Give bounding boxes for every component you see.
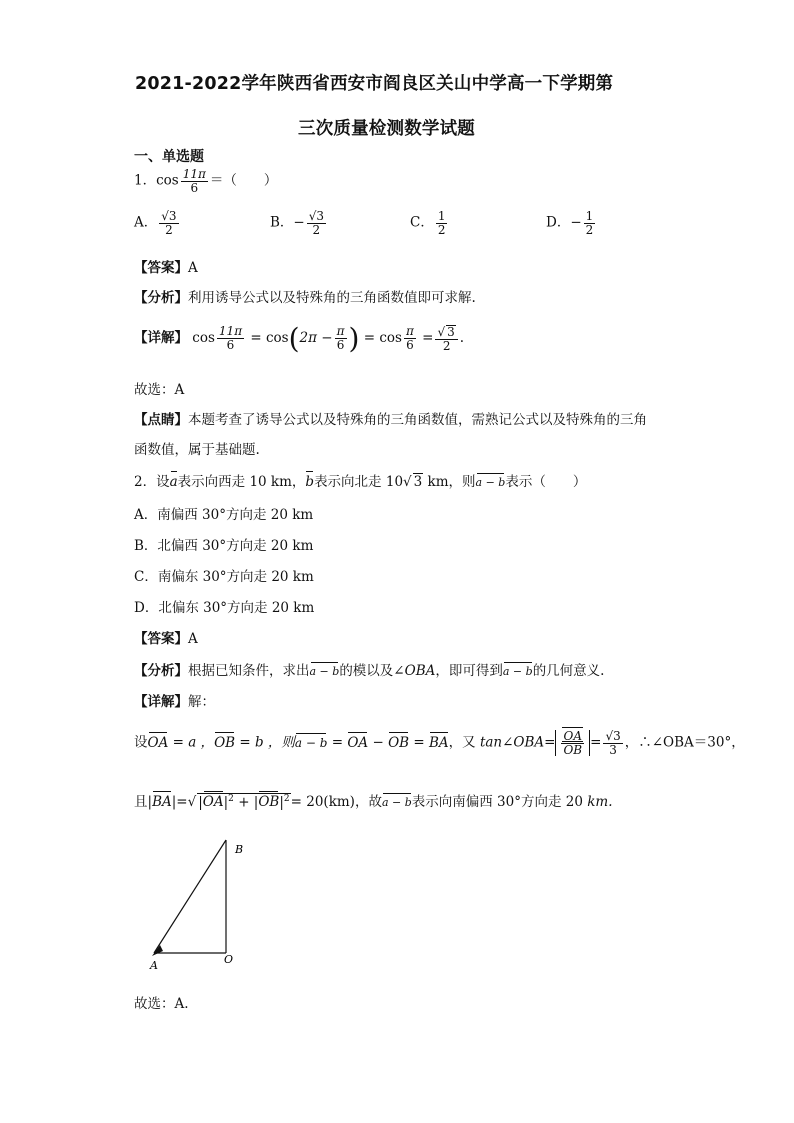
q1-detail-frac2 (335, 325, 347, 351)
q2-l1-tan-pre: ，又 (448, 734, 480, 751)
q2-l1-abs-frac (555, 730, 590, 756)
q1-detail-frac4-radicand: 3 (447, 324, 455, 339)
q2-l2-mid: ，故 (354, 794, 382, 810)
q1-answer-value: A (188, 260, 198, 276)
label-o: O (224, 953, 234, 966)
q2-stem-pre: 2．设 (134, 474, 170, 490)
q1-option-a-frac (159, 210, 178, 236)
q2-answer (134, 627, 198, 647)
q1-option-a-num: √3 (161, 209, 177, 223)
q2-analysis-pre: 根据已知条件，求出 (188, 663, 310, 679)
q2-l2-amb: a − b (381, 796, 412, 809)
q2-choose: 故选：A. (134, 996, 189, 1012)
q2-stem-mid2: 表示向北走 10 (314, 474, 404, 490)
q2-l1-amb: a − b (294, 735, 328, 750)
q2-detail-head (134, 690, 215, 710)
q2-a-minus-b: a − b (475, 476, 506, 489)
q1-detail-frac1 (217, 325, 244, 351)
q1-option-d-den: 2 (585, 222, 594, 237)
q2-l2-res: = 20(km) (290, 794, 355, 810)
q1-option-c-frac (436, 210, 448, 236)
q2-l2-pre: 且 (134, 794, 148, 810)
q1-option-d (546, 210, 597, 236)
q1-detail-cos1: cos (192, 330, 215, 346)
q2-l1-eq-b: = b ，则 (235, 734, 295, 751)
q2-stem (134, 470, 586, 490)
q1-detail-eq1: = cos (250, 330, 289, 346)
q2-option-a: A．南偏西 30°方向走 20 km (134, 507, 314, 523)
q1-detail-eq3: = (422, 330, 434, 346)
q1-comment-line2: 函数值，属于基础题. (134, 442, 260, 458)
q1-option-a-label: A． (134, 214, 158, 231)
q2-l2-oa: OA (202, 794, 224, 810)
q2-l1-ob2: OB (388, 734, 410, 751)
q2-stem-end: 表示（ ） (505, 474, 587, 490)
q1-option-b-label: B． (270, 214, 294, 231)
q1-detail-tag: 【详解】 (134, 330, 188, 346)
q2-l2-radicand: $|OA|^2 + |OB|^2$ (198, 793, 290, 810)
q2-answer-value: A (188, 631, 198, 647)
q1-option-d-frac (584, 210, 596, 236)
q2-vec-b: b (305, 474, 315, 490)
q2-l1-frac1-num: OA (561, 730, 584, 744)
q2-l1-eq4: = (590, 734, 602, 751)
q1-detail-frac2-den: 6 (336, 338, 345, 352)
q2-l1-eq2: = (409, 734, 429, 751)
q1-choose: 故选：A (134, 382, 185, 398)
q2-l1-oa2: OA (347, 734, 369, 751)
doc-title-line1: 2021-2022学年陕西省西安市阎良区关山中学高一下学期第 (135, 74, 614, 94)
q1-option-c-den: 2 (437, 222, 446, 237)
q2-l1-ob: OB (214, 734, 236, 751)
q1-detail-frac4-num: √ 3 (435, 325, 457, 340)
q1-stem (134, 168, 277, 194)
q1-option-b-frac (307, 210, 326, 236)
q2-detail-head-text: 解： (188, 694, 215, 710)
q2-l2-unit: km. (587, 794, 613, 810)
q1-option-d-sign: − (570, 214, 582, 231)
q1-detail-twopi: 2π − (299, 330, 333, 346)
q1-analysis-text: 利用诱导公式以及特殊角的三角函数值即可求解. (188, 290, 476, 306)
q2-l2-sqrt: √ $|OA|^2 + |OB|^2$ (187, 793, 290, 810)
q2-sqrt: √ 3 (403, 474, 423, 490)
section-heading: 一、单选题 (134, 149, 204, 165)
q1-option-d-label: D． (546, 214, 571, 231)
q2-l1-eq: = (327, 734, 348, 751)
q2-l1-frac1-den: OB (563, 742, 583, 757)
doc-title-line2: 三次质量检测数学试题 (298, 119, 475, 139)
q2-l1-tan: tan∠OBA (479, 734, 545, 751)
q2-analysis (134, 659, 604, 679)
q2-l1-eq-a: = a ， (168, 734, 215, 751)
q2-sqrt-radicand: 3 (413, 474, 423, 490)
q1-option-d-num: 1 (585, 209, 594, 223)
q2-l1-frac2-den: 3 (609, 742, 617, 757)
q1-tail: ＝（ ） (209, 172, 278, 189)
q1-detail (134, 322, 464, 355)
q2-option-c: C．南偏东 30°方向走 20 km (134, 569, 314, 585)
label-b: B (235, 843, 244, 856)
q1-fraction (181, 168, 208, 194)
q2-detail-tag: 【详解】 (134, 694, 188, 710)
q2-answer-tag: 【答案】 (134, 631, 188, 647)
q1-frac-num: 11π (182, 167, 206, 181)
q1-detail-rparen: ) (348, 322, 360, 355)
q1-detail-frac3-den: 6 (406, 338, 414, 352)
q1-answer (134, 256, 198, 276)
segment-ba (154, 840, 226, 953)
q2-l2-end: 表示向南偏西 30°方向走 20 (411, 794, 588, 810)
triangle-figure (140, 835, 260, 980)
q2-option-b: B．北偏西 30°方向走 20 km (134, 538, 314, 554)
q1-detail-frac1-den: 6 (226, 338, 235, 352)
q1-option-c (410, 210, 449, 236)
q2-l1-oa: OA (147, 734, 169, 751)
q1-option-c-num: 1 (437, 209, 446, 223)
q1-detail-frac3-num: π (405, 324, 414, 339)
q1-comment-text1: 本题考查了诱导公式以及特殊角的三角函数值，需熟记公式以及特殊角的三角 (188, 412, 647, 428)
q2-stem-mid3: km，则 (423, 474, 476, 490)
q2-analysis-amb1: a − b (309, 665, 340, 678)
q2-l2-ba: BA (152, 794, 172, 810)
q1-comment-line1 (134, 408, 647, 428)
q2-analysis-mid: 的模以及∠ (339, 663, 405, 679)
q2-detail-line2: 且|BA|=√ $|OA|^2 + |OB|^2= 20(km)$，故a − b表示向南偏西 30°方向走 20 km. (134, 793, 613, 810)
label-a: A (150, 959, 158, 972)
q1-option-b-num: √3 (308, 209, 325, 223)
q1-detail-frac4-den: 2 (442, 338, 451, 353)
q2-l1-frac2 (603, 730, 622, 756)
q1-detail-end: . (459, 330, 465, 346)
q1-option-b-den: 2 (312, 222, 321, 237)
q2-stem-mid1: 表示向西走 10 km， (177, 474, 306, 490)
q1-analysis (134, 286, 476, 306)
q1-option-b-sign: − (293, 214, 305, 231)
q2-vec-a: a (169, 474, 178, 490)
q2-analysis-tag: 【分析】 (134, 663, 188, 679)
q1-comment-tag: 【点睛】 (134, 412, 188, 428)
q1-func: cos (156, 172, 179, 189)
q2-l1-frac1 (561, 730, 584, 756)
q2-l1-ba: BA (428, 734, 449, 751)
q1-answer-tag: 【答案】 (134, 260, 188, 276)
q2-l2-eq: = (176, 794, 188, 810)
q2-analysis-amb2: a − b (502, 665, 533, 678)
q2-analysis-oba: OBA (404, 663, 436, 679)
q1-option-a (134, 210, 181, 236)
q1-detail-frac1-num: 11π (218, 324, 243, 339)
q1-detail-lparen: ( (288, 322, 300, 355)
q1-detail-frac4 (435, 325, 457, 352)
q1-option-c-label: C． (410, 214, 434, 231)
q1-option-b (270, 210, 328, 236)
q1-detail-frac3 (404, 325, 416, 351)
q2-l1-pre: 设 (134, 734, 148, 751)
q1-analysis-tag: 【分析】 (134, 290, 188, 306)
q2-l1-conc: ，∴∠OBA＝30°， (624, 734, 745, 751)
q2-analysis-end: 的几何意义. (532, 663, 605, 679)
q1-frac-den: 6 (190, 180, 199, 195)
q2-l1-frac2-num: √3 (605, 729, 621, 743)
q2-l2-ob: OB (258, 794, 280, 810)
q2-analysis-mid2: ，即可得到 (435, 663, 503, 679)
q2-option-d: D．北偏东 30°方向走 20 km (134, 600, 315, 616)
q1-number: 1． (134, 172, 157, 189)
q2-l2-sq2: 2 (283, 793, 290, 804)
q2-detail-line1 (134, 730, 745, 756)
q2-l2-sq1: 2 (228, 793, 234, 804)
q2-l1-eq3: = (544, 734, 556, 751)
q1-detail-frac2-num: π (336, 324, 345, 339)
q2-l1-minus: − (368, 734, 389, 751)
q1-detail-eq2: = cos (363, 330, 402, 346)
q1-option-a-den: 2 (165, 222, 173, 237)
